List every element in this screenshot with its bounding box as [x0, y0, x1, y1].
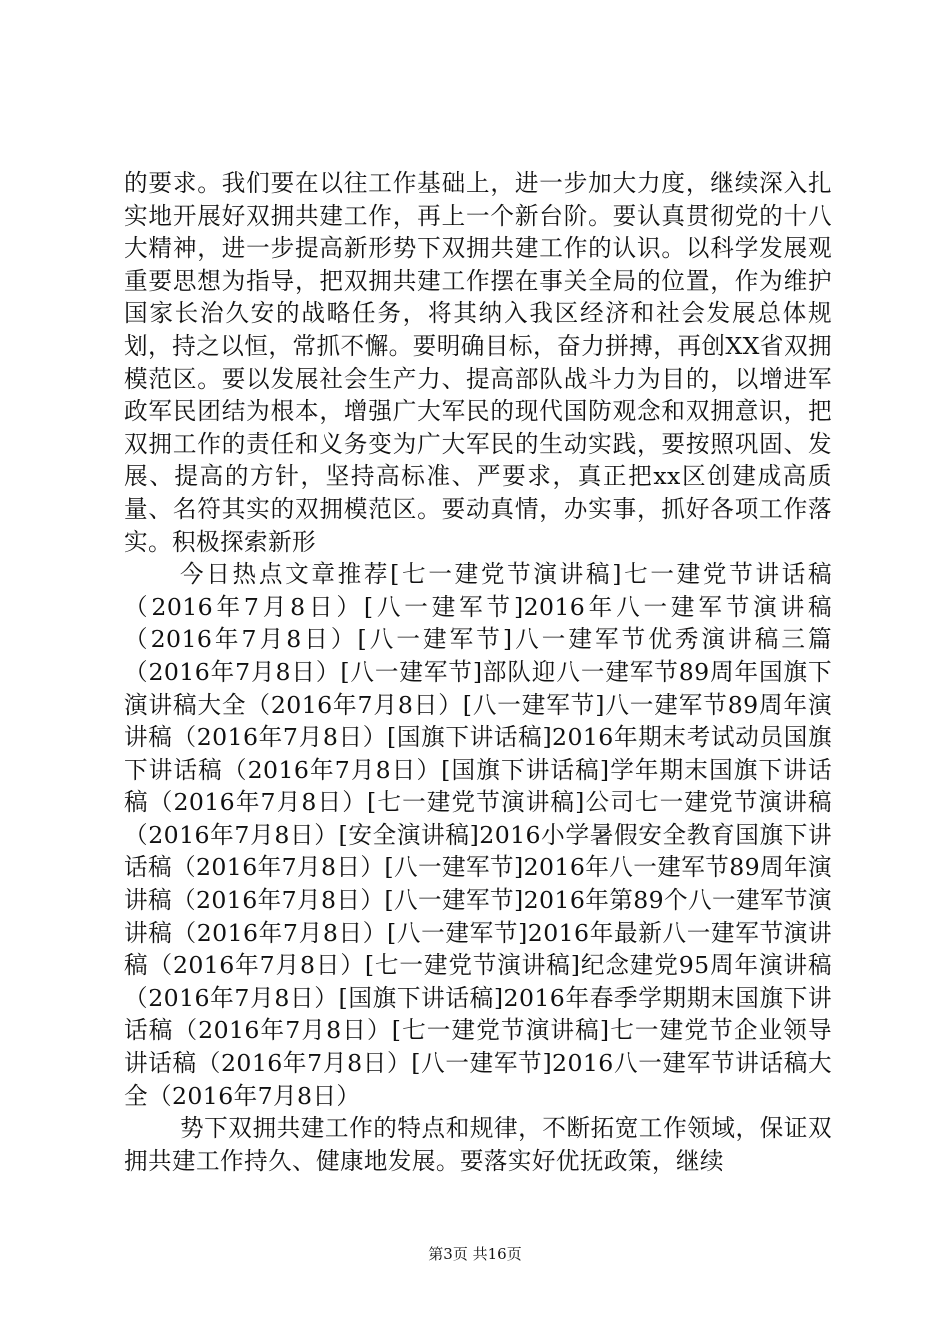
page-number-footer: 第3页 共16页 — [428, 1245, 522, 1263]
paragraph-continuation: 的要求。我们要在以往工作基础上，进一步加大力度，继续深入扎实地开展好双拥共建工作，再上一个新台阶。要认真贯彻党的十八大精神，进一步提高新形势下双拥共建工作的认识。以科学发展观重要思想为指导，把双拥共建工作摆在事关全局的位置，作为维护国家长治久安的战略任务，将其纳入我区经济和社会发展总体规划，持之以恒，常抓不懈。要明确目标，奋力拼搏，再创XX省双拥模范区。要以发展社会生产力、提高部队战斗力为目的，以增进军政军民团结为根本，增强广大军民的现代国防观念和双拥意识，把双拥工作的责任和义务变为广大军民的生动实践，要按照巩固、发展、提高的方针，坚持高标准、严要求，真正把xx区创建成高质量、名符其实的双拥模范区。要动真情，办实事，抓好各项工作落实。积极探索新形 — [124, 169, 832, 556]
document-body — [124, 167, 832, 1177]
paragraph-hot-articles: 今日热点文章推荐[七一建党节演讲稿]七一建党节讲话稿（2016年7月8日）[八一建军节]2016年八一建军节演讲稿（2016年7月8日）[八一建军节]八一建军节优秀演讲稿三篇（2016年7月8日）[八一建军节]部队迎八一建军节89周年国旗下演讲稿大全（2016年7月8日）[八一建军节]八一建军节89周年演讲稿（2016年7月8日）[国旗下讲话稿]2016年期末考试动员国旗下讲话稿（2016年7月8日）[国旗下讲话稿]学年期末国旗下讲话稿（2016年7月8日）[七一建党节演讲稿]公司七一建党节演讲稿（2016年7月8日）[安全演讲稿]2016小学暑假安全教育国旗下讲话稿（2016年7月8日）[八一建军节]2016年八一建军节89周年演讲稿（2016年7月8日）[八一建军节]2016年第89个八一建军节演讲稿（2016年7月8日）[八一建军节]2016年最新八一建军节演讲稿（2016年7月8日）[七一建党节演讲稿]纪念建党95周年演讲稿（2016年7月8日）[国旗下讲话稿]2016年春季学期期末国旗下讲话稿（2016年7月8日）[七一建党节演讲稿]七一建党节企业领导讲话稿（2016年7月8日）[八一建军节]2016八一建军节讲话稿大全（2016年7月8日） — [124, 560, 833, 1110]
paragraph-next: 势下双拥共建工作的特点和规律，不断拓宽工作领域，保证双拥共建工作持久、健康地发展。要落实好优抚政策，继续 — [124, 1114, 832, 1175]
